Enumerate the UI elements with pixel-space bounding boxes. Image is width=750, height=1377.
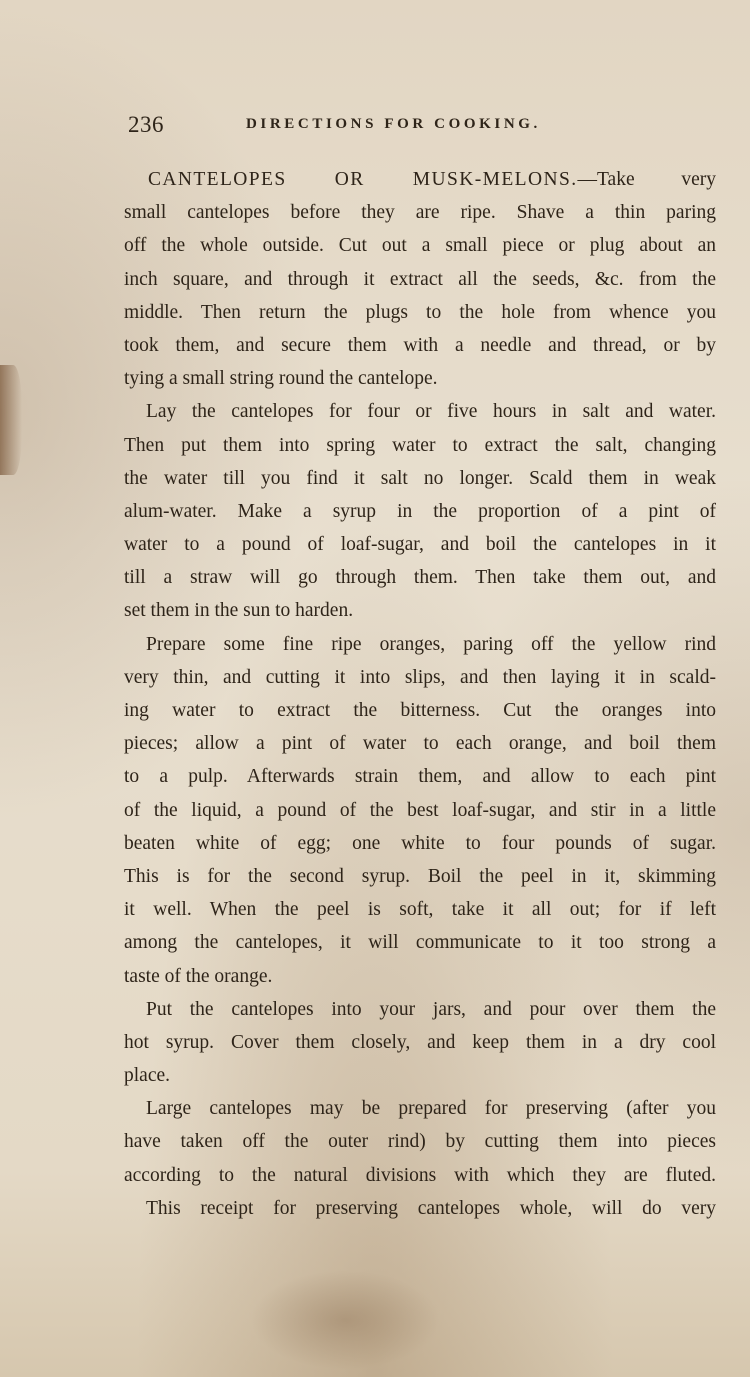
text-line: off the whole outside. Cut out a small piece or plug about an <box>124 235 716 257</box>
text-line: have taken off the outer rind) by cutting them into pieces <box>124 1131 716 1153</box>
text-line <box>124 163 716 196</box>
text-line: according to the natural divisions with which they are fluted. <box>124 1164 716 1186</box>
text-line: hot syrup. Cover them closely, and keep them in a dry cool <box>124 1031 716 1053</box>
text-line: till a straw will go through them. Then take them out, and <box>124 567 716 589</box>
recipe-heading: CANTELOPES OR MUSK-MELONS. <box>148 169 578 190</box>
text-line: very thin, and cutting it into slips, and then laying it in scald- <box>124 666 716 688</box>
text-line: This is for the second syrup. Boil the peel in it, skimming <box>124 865 716 887</box>
text-line: taste of the orange. <box>124 965 273 987</box>
text-line: inch square, and through it extract all the seeds, &c. from the <box>124 268 716 290</box>
text-line: This receipt for preserving cantelopes whole, will do very <box>146 1197 716 1219</box>
text-line: of the liquid, a pound of the best loaf-sugar, and stir in a little <box>124 799 716 821</box>
article-body <box>124 163 716 1225</box>
text-line: small cantelopes before they are ripe. Shave a thin paring <box>124 202 716 224</box>
running-head: DIRECTIONS FOR COOKING. <box>246 116 541 132</box>
text-line: ing water to extract the bitterness. Cut the oranges into <box>124 700 716 721</box>
page-number: 236 <box>128 112 164 137</box>
text-line: pieces; allow a pint of water to each orange, and boil them <box>124 733 716 755</box>
page-stain <box>0 365 22 475</box>
text-line: place. <box>124 1065 171 1087</box>
text-line: Then put them into spring water to extract the salt, changing <box>124 434 716 456</box>
text-line: beaten white of egg; one white to four pounds of sugar. <box>124 832 716 854</box>
text-line: among the cantelopes, it will communicate to it too strong a <box>124 932 716 954</box>
text-line: water to a pound of loaf-sugar, and boil the cantelopes in it <box>124 534 716 556</box>
text-line-content: —Take very <box>577 169 716 190</box>
page-stain <box>250 1270 440 1370</box>
text-line: middle. Then return the plugs to the hole from whence you <box>124 301 716 323</box>
text-line: the water till you find it salt no longer. Scald them in weak <box>124 467 716 489</box>
text-line: Large cantelopes may be prepared for preserving (after you <box>146 1098 716 1120</box>
text-line: it well. When the peel is soft, take it all out; for if left <box>124 899 716 921</box>
text-line: Prepare some fine ripe oranges, paring off the yellow rind <box>146 633 716 655</box>
text-line: Put the cantelopes into your jars, and pour over them the <box>146 998 716 1020</box>
text-line: to a pulp. Afterwards strain them, and allow to each pint <box>124 766 716 788</box>
text-line: set them in the sun to harden. <box>124 600 354 622</box>
text-line: alum-water. Make a syrup in the proportion of a pint of <box>124 500 716 522</box>
text-line: Lay the cantelopes for four or five hours in salt and water. <box>146 401 716 423</box>
text-line: tying a small string round the cantelope. <box>124 368 438 390</box>
page-header <box>128 112 598 146</box>
text-line: took them, and secure them with a needle and thread, or by <box>124 334 716 356</box>
